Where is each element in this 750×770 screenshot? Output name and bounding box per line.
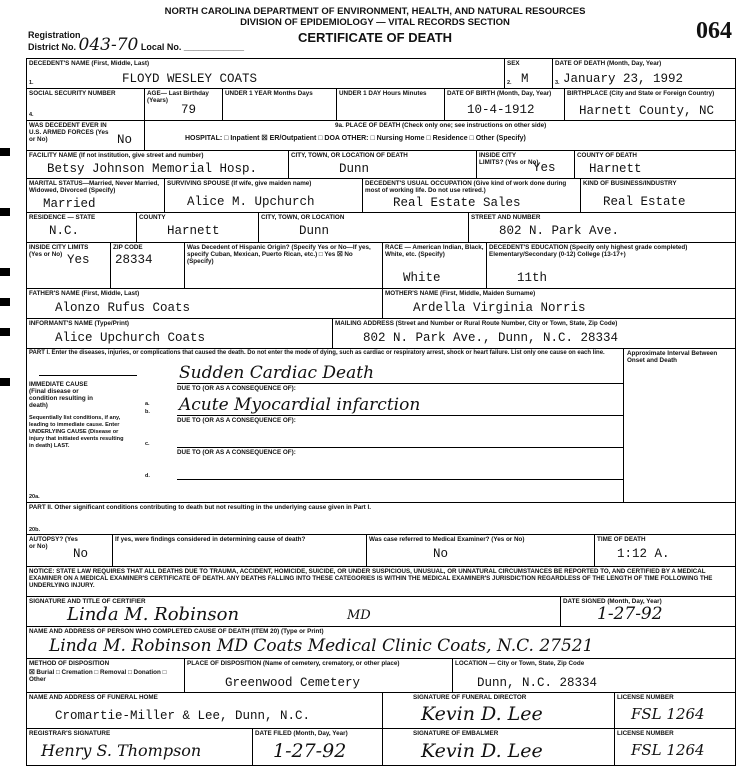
certifier-name-address-cell: NAME AND ADDRESS OF PERSON WHO COMPLETED CAUSE OF DEATH (ITEM 20) (Type or Print) Linda M. Robinson MD Coats Medical Clinic Coats, N.C. 27521 (27, 627, 735, 659)
license-number: FSL 1264 (631, 705, 705, 723)
informant-name: Alice Upchurch Coats (55, 331, 206, 345)
education: 11th (517, 271, 548, 285)
autopsy: No (73, 547, 89, 561)
mother-cell: MOTHER'S NAME (First, Middle, Maiden Surname) Ardella Virginia Norris (383, 289, 735, 319)
certificate-form (26, 58, 736, 766)
residence-state: N.C. (49, 224, 80, 238)
certificate-title: CERTIFICATE OF DEATH (297, 30, 453, 45)
facility-name: Betsy Johnson Memorial Hosp. (47, 162, 258, 176)
cause-a: Sudden Cardiac Death (179, 363, 375, 383)
ssn-cell: SOCIAL SECURITY NUMBER 4. (27, 89, 145, 121)
notice-cell (27, 567, 735, 597)
age-value: 79 (181, 103, 197, 117)
place-of-disposition-cell: PLACE OF DISPOSITION (Name of cemetery, crematory, or other place) Greenwood Cemetery (185, 659, 453, 693)
certifier-signature-cell: SIGNATURE AND TITLE OF CERTIFIER Linda M. Robinson MD (27, 597, 561, 627)
margin-mark (0, 298, 10, 306)
time-of-death-cell: TIME OF DEATH 1:12 A. (595, 535, 735, 567)
certificate-number: 064 (696, 18, 732, 44)
date-signed: 1-27-92 (597, 604, 663, 624)
street-cell: STREET AND NUMBER 802 N. Park Ave. (469, 213, 735, 243)
method-cell: METHOD OF DISPOSITION ☒ Burial □ Cremation □ Removal □ Donation □ Other (27, 659, 185, 693)
margin-mark (0, 378, 10, 386)
mother-name: Ardella Virginia Norris (413, 301, 586, 315)
decedent-name: FLOYD WESLEY COATS (122, 72, 258, 86)
license-number-2: FSL 1264 (631, 741, 705, 759)
informant-cell: INFORMANT'S NAME (Type/Print) Alice Upchurch Coats (27, 319, 333, 349)
funeral-director-cell: SIGNATURE OF FUNERAL DIRECTOR Kevin D. Lee (383, 693, 615, 729)
margin-mark (0, 148, 10, 156)
sex-value: M (521, 72, 529, 86)
spouse-cell: SURVIVING SPOUSE (If wife, give maiden name) Alice M. Upchurch (165, 179, 363, 213)
district-label: District No. (28, 42, 77, 52)
occupation: Real Estate Sales (393, 196, 521, 210)
registrar-cell: REGISTRAR'S SIGNATURE Henry S. Thompson (27, 729, 253, 765)
birthplace-cell: BIRTHPLACE (City and State or Foreign Country) Harnett County, NC (565, 89, 735, 121)
sequential-label: Sequentially list conditions, if any, leading to immediate cause. Enter UNDERLYING CAUSE (Disease or injury that initiated events resulting in death) LAST. (29, 415, 124, 449)
date-of-birth-cell: DATE OF BIRTH (Month, Day, Year) 10-4-1912 (445, 89, 565, 121)
armed-forces: No (117, 133, 133, 147)
autopsy-cell: AUTOPSY? (Yes or No) No (27, 535, 113, 567)
under-one-year-cell: UNDER 1 YEAR Months Days (223, 89, 337, 121)
county-of-death: Harnett (589, 162, 642, 176)
place-of-disposition: Greenwood Cemetery (225, 676, 361, 690)
time-of-death: 1:12 A. (617, 547, 670, 561)
certifier-signature: Linda M. Robinson (67, 604, 240, 625)
under-one-day-cell: UNDER 1 DAY Hours Minutes (337, 89, 445, 121)
legal-notice: NOTICE: STATE LAW REQUIRES THAT ALL DEATHS DUE TO TRAUMA, ACCIDENT, HOMICIDE, SUICIDE, OR UNDER SUSPICIOUS, UNUSUAL, OR UNNATURAL CIRCUMSTANCES BE REPORTED TO, AND CERTIFIED BY A MEDICAL EXAMINER ON A MEDICAL EXAMINER'S CERTIFICATE OF DEATH. ANY DEATHS FALLING INTO THESE CATEGORIES IS WITHIN THE MEDICAL EXAMINER'S JURISDICTION REGARDLESS OF THE LENGTH OF TIME FOLLOWING THE UNDERLYING INJURY. (29, 568, 713, 589)
decedent-name-cell: DECEDENT'S NAME (First, Middle, Last) FLOYD WESLEY COATS 1. (27, 59, 505, 89)
marital-status: Married (43, 197, 96, 211)
agency-name: NORTH CAROLINA DEPARTMENT OF ENVIRONMENT, HEALTH, AND NATURAL RESOURCES (164, 6, 586, 17)
margin-mark (0, 208, 10, 216)
occupation-cell: DECEDENT'S USUAL OCCUPATION (Give kind of work done during most of working life. Do not use retired.) Real Estate Sales (363, 179, 581, 213)
race: White (403, 271, 441, 285)
inside-limits-cell: INSIDE CITY LIMITS? (Yes or No) Yes (477, 151, 575, 179)
certifier-name-address: Linda M. Robinson MD Coats Medical Clinic Coats, N.C. 27521 (49, 636, 594, 656)
zip-code: 28334 (115, 253, 153, 267)
facility-cell: FACILITY NAME (If not institution, give street and number) Betsy Johnson Memorial Hosp. (27, 151, 289, 179)
method-options: ☒ Burial □ Cremation □ Removal □ Donation □ Other (29, 669, 167, 683)
sex-cell: SEX M 2. (505, 59, 553, 89)
cause-b: Acute Myocardial infarction (179, 395, 421, 415)
registration-block (28, 30, 244, 55)
armed-forces-cell: WAS DECEDENT EVER IN U.S. ARMED FORCES (Yes or No) No (27, 121, 145, 151)
residence-state-cell: RESIDENCE — STATE N.C. (27, 213, 137, 243)
findings-cell: If yes, were findings considered in determining cause of death? (113, 535, 367, 567)
father-name: Alonzo Rufus Coats (55, 301, 191, 315)
father-cell: FATHER'S NAME (First, Middle, Last) Alonzo Rufus Coats (27, 289, 383, 319)
division-name: DIVISION OF EPIDEMIOLOGY — VITAL RECORDS SECTION (240, 17, 510, 28)
margin-mark (0, 328, 10, 336)
date-of-death: January 23, 1992 (563, 72, 684, 86)
residence-inside-limits: Yes (67, 253, 90, 267)
inside-limits: Yes (533, 161, 556, 175)
registrar-signature: Henry S. Thompson (41, 741, 202, 760)
street-address: 802 N. Park Ave. (499, 224, 620, 238)
residence-city: Dunn (299, 224, 330, 238)
date-of-death-cell: DATE OF DEATH (Month, Day, Year) January 23, 1992 3. (553, 59, 735, 89)
medical-examiner: No (433, 547, 449, 561)
mailing-address: 802 N. Park Ave., Dunn, N.C. 28334 (363, 331, 619, 345)
age-cell: AGE— Last Birthday (Years) 79 (145, 89, 223, 121)
examiner-cell: Was case referred to Medical Examiner? (Yes or No) No (367, 535, 595, 567)
education-cell: DECEDENT'S EDUCATION (Specify only highest grade completed) Elementary/Secondary (0-12) College (13-17+) 11th (487, 243, 735, 289)
cause-of-death-section: PART I. Enter the diseases, injuries, or complications that caused the death. Do not enter the mode of dying, such as cardiac or respiratory arrest, shock or heart failure. List only one cause on each line. Approximate Interval Between Onset and Death IMMEDIATE CAUSE (Final disease or condition resulting in death) Sudden Cardiac Death DUE TO (OR AS A CONSEQUENCE OF): Sequentially list conditions, if any, leading to immediate cause. Enter UNDERLYING CAUSE (Disease or injury that initiated events resulting in death) LAST. Acute Myocardial infarction DUE TO (OR AS A CONSEQUENCE OF): DUE TO (OR AS A CONSEQUENCE OF): a. b. c. d. 20a. (27, 349, 735, 503)
birthplace: Harnett County, NC (579, 104, 715, 118)
registration-label: Registration (28, 30, 81, 40)
embalmer-cell: SIGNATURE OF EMBALMER Kevin D. Lee (383, 729, 615, 765)
margin-mark (0, 268, 10, 276)
date-signed-cell: DATE SIGNED (Month, Day, Year) 1-27-92 (561, 597, 735, 627)
residence-city-cell: CITY, TOWN, OR LOCATION Dunn (259, 213, 469, 243)
residence-county: Harnett (167, 224, 220, 238)
place-of-death-options: HOSPITAL: □ Inpatient ☒ ER/Outpatient □ DOA OTHER: □ Nursing Home □ Residence □ Other (Specify) (185, 135, 526, 142)
certifier-title: MD (347, 608, 371, 623)
date-filed: 1-27-92 (273, 740, 347, 762)
disposition-location: Dunn, N.C. 28334 (477, 676, 598, 690)
marital-cell: MARITAL STATUS—Married, Never Married, Widowed, Divorced (Specify) Married (27, 179, 165, 213)
funeral-home-cell: NAME AND ADDRESS OF FUNERAL HOME Cromartie-Miller & Lee, Dunn, N.C. (27, 693, 383, 729)
residence-county-cell: COUNTY Harnett (137, 213, 259, 243)
race-cell: RACE — American Indian, Black, White, etc. (Specify) White (383, 243, 487, 289)
date-of-birth: 10-4-1912 (467, 103, 535, 117)
mailing-cell: MAILING ADDRESS (Street and Number or Rural Route Number, City or Town, State, Zip Code) 802 N. Park Ave., Dunn, N.C. 28334 (333, 319, 735, 349)
immediate-cause-label: IMMEDIATE CAUSE (Final disease or condition resulting in death) (29, 381, 94, 409)
hispanic-cell: Was Decedent of Hispanic Origin? (Specify Yes or No—If yes, specify Cuban, Mexican, Puerto Rican, etc.) □ Yes ☒ No (Specify) (185, 243, 383, 289)
disposition-location-cell: LOCATION — City or Town, State, Zip Code Dunn, N.C. 28334 (453, 659, 735, 693)
county-of-death-cell: COUNTY OF DEATH Harnett (575, 151, 735, 179)
license-cell-2: LICENSE NUMBER FSL 1264 (617, 730, 705, 759)
embalmer-signature: Kevin D. Lee (421, 740, 543, 762)
funeral-home: Cromartie-Miller & Lee, Dunn, N.C. (55, 709, 311, 723)
local-number-label: Local No. ____________ (140, 42, 244, 52)
surviving-spouse: Alice M. Upchurch (187, 195, 315, 209)
district-number: 043-70 (78, 35, 139, 55)
place-of-death-cell: 9a. PLACE OF DEATH (Check only one; see instructions on other side) HOSPITAL: □ Inpatient ☒ ER/Outpatient □ DOA OTHER: □ Nursing Home □ Residence □ Other (Specify) (145, 121, 735, 151)
industry: Real Estate (603, 195, 686, 209)
res-limits-cell: INSIDE CITY LIMITS (Yes or No) Yes (27, 243, 111, 289)
part-two-cell: PART II. Other significant conditions contributing to death but not resulting in the underlying cause given in Part I. 20b. (27, 503, 735, 535)
license-cell: LICENSE NUMBER FSL 1264 (615, 693, 735, 729)
funeral-director-signature: Kevin D. Lee (421, 703, 543, 725)
industry-cell: KIND OF BUSINESS/INDUSTRY Real Estate (581, 179, 735, 213)
death-city-cell: CITY, TOWN, OR LOCATION OF DEATH Dunn (289, 151, 477, 179)
date-filed-cell: DATE FILED (Month, Day, Year) 1-27-92 (253, 729, 383, 765)
death-city: Dunn (339, 162, 370, 176)
zip-cell: ZIP CODE 28334 (111, 243, 185, 289)
